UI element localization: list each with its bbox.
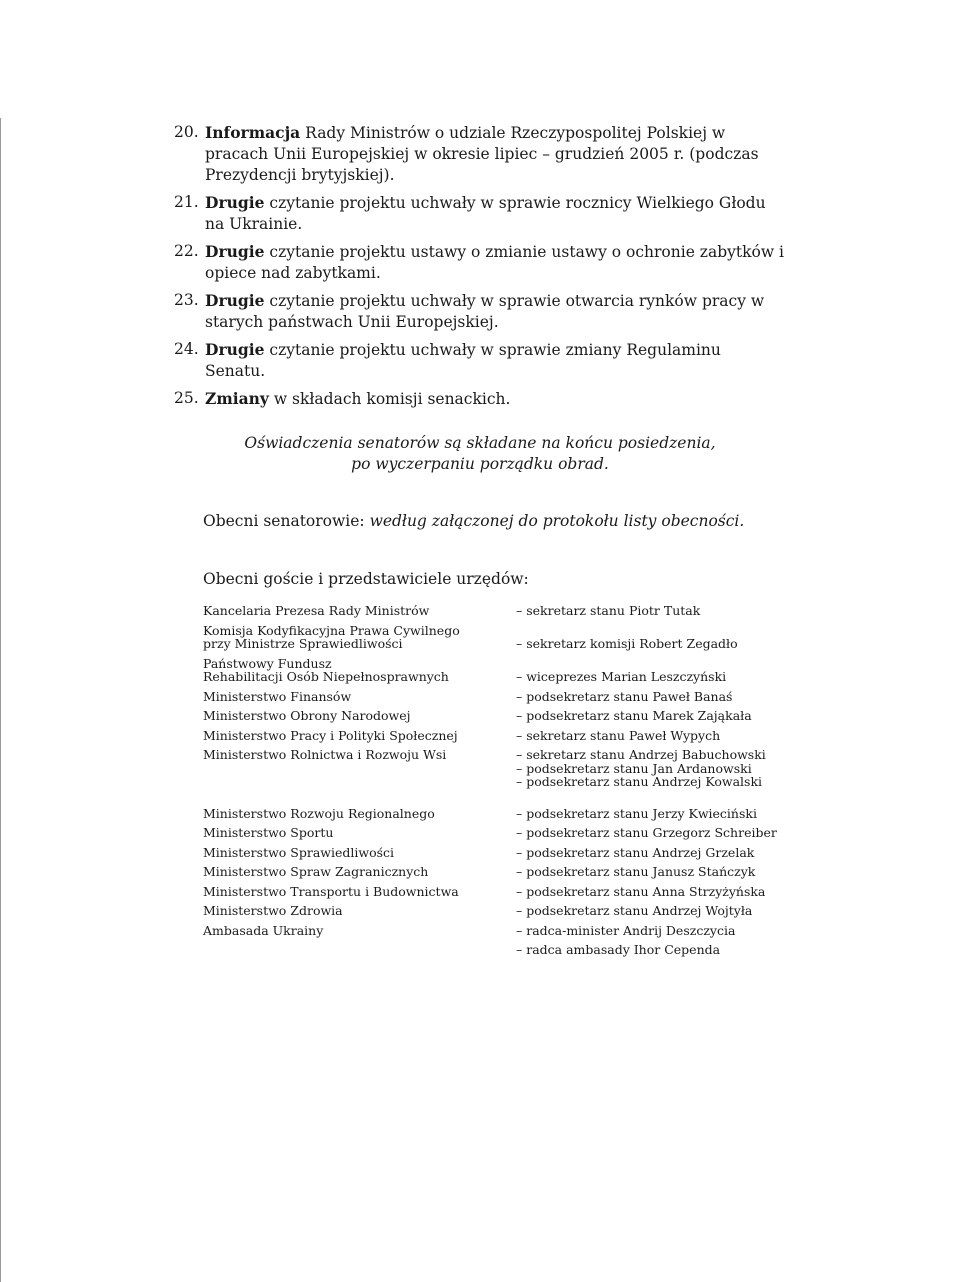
- guest-representatives: – podsekretarz stanu Janusz Stańczyk: [516, 864, 756, 879]
- agenda-item: [174, 388, 784, 410]
- guest-row: [203, 729, 803, 743]
- guest-row: [203, 846, 803, 860]
- guest-institution: Ministerstwo Pracy i Polityki Społecznej: [203, 727, 458, 743]
- guest-row: [203, 904, 803, 918]
- agenda-item: [174, 290, 784, 333]
- guest-institution: Ministerstwo Finansów: [203, 688, 352, 704]
- page-edge-line: [0, 118, 1, 1282]
- guest-institution: Ministerstwo Zdrowia: [203, 903, 343, 918]
- guest-representatives: – wiceprezes Marian Leszczyński: [516, 669, 727, 684]
- guest-institution: Ministerstwo Transportu i Budownictwa: [203, 883, 459, 899]
- present-senators-value: według załączonej do protokołu listy obecności.: [369, 512, 745, 530]
- agenda-item: [174, 192, 784, 235]
- guest-representatives: – podsekretarz stanu Grzegorz Schreiber: [516, 825, 777, 840]
- present-senators-label: Obecni senatorowie:: [203, 512, 370, 530]
- agenda-number: 22.: [174, 242, 199, 260]
- agenda-number: 21.: [174, 193, 199, 211]
- guest-representatives: – podsekretarz stanu Anna Strzyżyńska: [516, 883, 766, 899]
- agenda-text: Rady Ministrów o udziale Rzeczypospolitej Polskiej w pracach Unii Europejskiej w okresie lipiec – grudzień 2005 r. (podczas Prezydencji brytyjskiej).: [205, 124, 759, 184]
- guest-representatives: – sekretarz komisji Robert Zegadło: [516, 636, 738, 651]
- agenda-text: czytanie projektu uchwały w sprawie zmiany Regulaminu Senatu.: [205, 341, 721, 380]
- statements-note-line: Oświadczenia senatorów są składane na końcu posiedzenia,: [244, 434, 716, 452]
- guest-row: [203, 624, 803, 651]
- guest-representatives: – podsekretarz stanu Jerzy Kwieciński: [516, 805, 757, 821]
- guest-representatives: – sekretarz stanu Piotr Tutak: [516, 603, 701, 618]
- agenda-text: w składach komisji senackich.: [268, 390, 511, 408]
- agenda-keyword: Drugie: [205, 291, 265, 310]
- agenda-item: [174, 339, 784, 382]
- agenda-keyword: Drugie: [205, 340, 265, 359]
- agenda-item: [174, 122, 784, 186]
- guest-row: [203, 885, 803, 899]
- guest-representatives: – radca-minister Andrij Deszczycia – radca ambasady Ihor Cependa: [516, 922, 736, 957]
- agenda-number: 20.: [174, 123, 199, 141]
- agenda-item: [174, 241, 784, 284]
- guest-representatives: – podsekretarz stanu Andrzej Wojtyła: [516, 903, 753, 918]
- agenda-number: 25.: [174, 389, 199, 407]
- statements-note: [150, 433, 810, 475]
- agenda-text: czytanie projektu uchwały w sprawie otwarcia rynków pracy w starych państwach Unii Europejskiej.: [205, 292, 765, 331]
- guest-representatives: – sekretarz stanu Paweł Wypych: [516, 727, 721, 743]
- guest-row: [203, 604, 803, 618]
- guest-representatives: – podsekretarz stanu Paweł Banaś: [516, 688, 733, 704]
- agenda-keyword: Informacja: [205, 123, 301, 142]
- agenda-number: 23.: [174, 291, 199, 309]
- agenda-number: 24.: [174, 340, 199, 358]
- guest-institution: Komisja Kodyfikacyjna Prawa Cywilnego przy Ministrze Sprawiedliwości: [203, 622, 460, 651]
- guest-institution: Ministerstwo Sportu: [203, 825, 334, 840]
- agenda-keyword: Zmiany: [205, 389, 269, 408]
- agenda-list: [174, 122, 784, 416]
- guest-row: [203, 924, 803, 960]
- guest-row: [203, 865, 803, 879]
- guests-list: [203, 604, 803, 966]
- guest-institution: Ministerstwo Sprawiedliwości: [203, 844, 395, 860]
- guest-institution: Ministerstwo Spraw Zagranicznych: [203, 864, 429, 879]
- guest-institution: Ministerstwo Rozwoju Regionalnego: [203, 805, 435, 821]
- agenda-text: czytanie projektu ustawy o zmianie ustawy o ochronie zabytków i opiece nad zabytkami.: [205, 243, 784, 282]
- guest-row: [203, 807, 803, 821]
- agenda-text: czytanie projektu uchwały w sprawie rocznicy Wielkiego Głodu na Ukrainie.: [205, 194, 766, 233]
- guest-row: [203, 748, 803, 789]
- guest-row: [203, 826, 803, 840]
- guest-row: [203, 690, 803, 704]
- guest-institution: Państwowy Fundusz Rehabilitacji Osób Niepełnosprawnych: [203, 655, 449, 684]
- guest-institution: Ministerstwo Rolnictwa i Rozwoju Wsi: [203, 747, 447, 762]
- guest-row: [203, 709, 803, 723]
- guest-institution: Ministerstwo Obrony Narodowej: [203, 708, 411, 723]
- guest-representatives: – sekretarz stanu Andrzej Babuchowski – podsekretarz stanu Jan Ardanowski – podsekretarz stanu Andrzej Kowalski: [516, 747, 766, 789]
- guests-heading: Obecni goście i przedstawiciele urzędów:: [203, 570, 529, 588]
- guest-institution: Kancelaria Prezesa Rady Ministrów: [203, 603, 430, 618]
- guest-representatives: – podsekretarz stanu Andrzej Grzelak: [516, 844, 755, 860]
- statements-note-line: po wyczerpaniu porządku obrad.: [351, 455, 609, 473]
- guest-institution: Ambasada Ukrainy: [203, 922, 324, 938]
- guest-row: [203, 657, 803, 684]
- present-senators: [203, 512, 744, 530]
- agenda-keyword: Drugie: [205, 193, 265, 212]
- guest-representatives: – podsekretarz stanu Marek Zająkała: [516, 708, 752, 723]
- agenda-keyword: Drugie: [205, 242, 265, 261]
